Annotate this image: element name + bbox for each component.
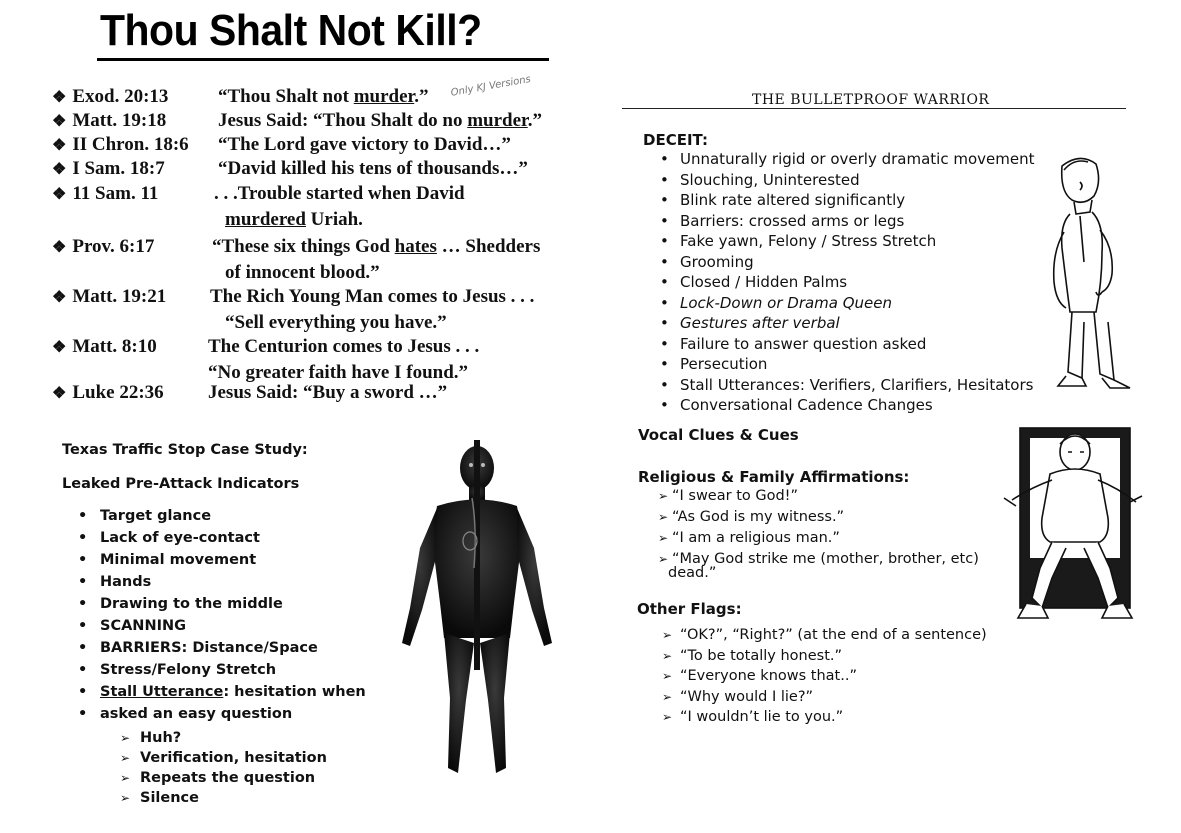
- slouching-man-illustration: [1040, 152, 1145, 392]
- bullet-icon: •: [78, 640, 88, 656]
- text-run: “Thou Shalt not: [218, 86, 354, 107]
- text-run: .”: [527, 110, 542, 131]
- religious-continuation: dead.”: [668, 565, 717, 581]
- bullet-icon: •: [78, 552, 88, 568]
- text-run: Stall Utterance: [100, 684, 224, 700]
- deceit-item: [660, 313, 1034, 334]
- text-run: Drawing to the middle: [100, 596, 283, 612]
- seated-man-illustration: [1000, 418, 1145, 628]
- deceit-item: [660, 334, 1034, 355]
- diamond-bullet-icon: ❖: [52, 385, 67, 402]
- diamond-bullet-icon: ❖: [52, 89, 67, 106]
- verse-text: [212, 236, 540, 258]
- flag-item: [662, 687, 987, 708]
- verse-ref: [52, 286, 166, 309]
- deceit-item: [660, 211, 1034, 232]
- text-run: “No greater faith have I found.”: [208, 362, 469, 383]
- affirmation-item-text: “May God strike me (mother, brother, etc): [672, 551, 979, 567]
- verse-text-line2: [225, 312, 447, 334]
- deceit-item-text: Grooming: [680, 252, 754, 271]
- verse-ref-text: Prov. 6:17: [72, 236, 155, 257]
- text-run: murdered: [225, 209, 306, 230]
- flag-item-text: “To be totally honest.”: [680, 647, 843, 664]
- deceit-item-text: Blink rate altered significantly: [680, 191, 906, 209]
- verse-text: [214, 183, 465, 205]
- bullet-icon: •: [660, 334, 669, 353]
- text-run: … Shedders: [436, 236, 541, 257]
- bullet-icon: •: [660, 293, 669, 312]
- flag-item-text: “Everyone knows that..”: [680, 668, 857, 684]
- deceit-item-text: Closed / Hidden Palms: [680, 273, 848, 291]
- flag-item-text: “Why would I lie?”: [680, 688, 814, 705]
- section-title: THE BULLETPROOF WARRIOR: [752, 92, 990, 108]
- deceit-list: [660, 149, 1034, 416]
- verse-text-line2: [208, 362, 468, 384]
- text-run: SCANNING: [100, 618, 187, 634]
- bullet-icon: •: [660, 314, 669, 332]
- bullet-icon: •: [78, 662, 88, 678]
- deceit-item-text: Persecution: [680, 355, 768, 373]
- text-run: Stress/Felony Stretch: [100, 662, 277, 678]
- flag-item: [662, 707, 987, 728]
- text-run: Target glance: [100, 508, 212, 524]
- bullet-icon: •: [78, 596, 88, 612]
- deceit-item-text: Unnaturally rigid or overly dramatic movement: [680, 150, 1035, 168]
- verse-text: [208, 382, 447, 404]
- bullet-icon: •: [660, 396, 669, 414]
- stall-sub-list: [120, 728, 327, 808]
- deceit-item-text: Barriers: crossed arms or legs: [680, 211, 905, 230]
- arrow-bullet-icon: ➢: [120, 731, 131, 745]
- deceit-item-text: Lock-Down or Drama Queen: [680, 293, 893, 312]
- deceit-item: [660, 354, 1034, 375]
- deceit-item-text: Failure to answer question asked: [680, 334, 927, 353]
- arrow-bullet-icon: ➢: [658, 552, 669, 566]
- verse-ref-text: Exod. 20:13: [72, 86, 169, 107]
- text-run: Jesus Said: “Buy a sword …”: [208, 382, 448, 403]
- page-title: Thou Shalt Not Kill?: [100, 6, 482, 55]
- sub-item: [120, 788, 327, 808]
- text-run: asked an easy question: [100, 706, 293, 722]
- bullet-icon: •: [660, 150, 669, 168]
- affirmation-item-text: “I am a religious man.”: [672, 530, 840, 546]
- arrow-bullet-icon: ➢: [662, 689, 673, 704]
- affirmation-item-text: “As God is my witness.”: [672, 509, 845, 525]
- title-underline: [97, 58, 549, 61]
- verse-ref: [52, 86, 168, 109]
- verse-ref-text: Matt. 8:10: [72, 336, 157, 357]
- bullet-icon: •: [78, 706, 88, 722]
- other-flags-heading: Other Flags:: [637, 600, 742, 618]
- deceit-item: [660, 170, 1034, 191]
- text-run: Hands: [100, 574, 152, 590]
- bullet-icon: •: [660, 252, 669, 271]
- arrow-bullet-icon: ➢: [662, 628, 673, 642]
- diamond-bullet-icon: ❖: [52, 289, 67, 306]
- section-rule: [622, 108, 1126, 109]
- deceit-item-text: Conversational Cadence Changes: [680, 396, 933, 414]
- text-run: .”: [414, 86, 429, 107]
- indicator-item: [78, 637, 366, 659]
- verse-ref-text: 11 Sam. 11: [72, 183, 159, 204]
- verse-ref: [52, 183, 158, 206]
- sub-item-text: Repeats the question: [140, 770, 316, 786]
- sub-item: [120, 748, 327, 768]
- sub-item-text: Silence: [140, 790, 199, 806]
- deceit-heading: DECEIT:: [643, 131, 708, 149]
- arrow-bullet-icon: ➢: [658, 489, 669, 503]
- bullet-icon: •: [660, 273, 669, 291]
- indicators-heading: Leaked Pre-Attack Indicators: [62, 476, 300, 492]
- bullet-icon: •: [660, 355, 669, 373]
- verse-text: [218, 110, 542, 132]
- bullet-icon: •: [78, 618, 88, 634]
- bullet-icon: •: [660, 191, 669, 209]
- verse-text: [208, 336, 479, 358]
- diamond-bullet-icon: ❖: [52, 161, 67, 178]
- indicator-item: [78, 659, 366, 681]
- bullet-icon: •: [78, 508, 88, 524]
- arrow-bullet-icon: ➢: [658, 531, 669, 545]
- text-run: “These six things God: [212, 236, 395, 257]
- verse-ref-text: I Sam. 18:7: [72, 158, 165, 179]
- vocal-heading: Vocal Clues & Cues: [638, 426, 799, 444]
- arrow-bullet-icon: ➢: [662, 710, 673, 724]
- indicator-item: [78, 593, 366, 615]
- affirmation-item: [658, 507, 979, 528]
- text-run: “The Lord gave victory to David…”: [218, 134, 511, 155]
- text-run: of innocent blood.”: [225, 262, 380, 283]
- flag-item: [662, 625, 987, 646]
- text-run: : hesitation when: [223, 684, 366, 700]
- religious-heading: Religious & Family Affirmations:: [638, 468, 910, 486]
- bullet-icon: •: [78, 574, 88, 590]
- indicator-item: [78, 615, 366, 637]
- text-run: hates: [394, 236, 437, 257]
- diamond-bullet-icon: ❖: [52, 137, 67, 154]
- deceit-item: [660, 395, 1034, 416]
- verse-ref-text: II Chron. 18:6: [72, 134, 189, 155]
- verse-text: [218, 134, 511, 156]
- indicator-item: [78, 527, 366, 549]
- arrow-bullet-icon: ➢: [120, 791, 131, 805]
- deceit-item: [660, 293, 1034, 314]
- verse-ref: [52, 110, 166, 133]
- bullet-icon: •: [660, 170, 669, 189]
- human-body-figure: [392, 438, 562, 788]
- verse-text: [218, 158, 528, 180]
- verse-ref-text: Luke 22:36: [72, 382, 164, 403]
- verse-ref: [52, 134, 189, 157]
- arrow-bullet-icon: ➢: [662, 669, 673, 683]
- affirmation-item: [658, 528, 979, 549]
- affirmation-item: [658, 486, 979, 507]
- verse-ref-text: Matt. 19:21: [72, 286, 167, 307]
- verse-ref: [52, 158, 165, 181]
- affirmation-item-text: “I swear to God!”: [672, 488, 798, 504]
- indicator-item: [78, 549, 366, 571]
- verse-ref-text: Matt. 19:18: [72, 110, 167, 131]
- deceit-item-text: Stall Utterances: Verifiers, Clarifiers, Hesitators: [680, 375, 1034, 394]
- text-run: murder: [467, 110, 528, 131]
- verse-text: [210, 286, 534, 308]
- verse-text-line2: [225, 262, 380, 284]
- text-run: The Rich Young Man comes to Jesus . . .: [210, 286, 535, 307]
- text-run: Lack of eye-contact: [100, 530, 260, 546]
- deceit-item: [660, 231, 1034, 252]
- deceit-item: [660, 190, 1034, 211]
- flag-item: [662, 666, 987, 687]
- diamond-bullet-icon: ❖: [52, 339, 67, 356]
- arrow-bullet-icon: ➢: [658, 510, 669, 524]
- sub-item-text: Huh?: [140, 730, 182, 746]
- sub-item: [120, 728, 327, 748]
- verse-ref: [52, 236, 154, 259]
- deceit-item-text: Gestures after verbal: [680, 314, 840, 332]
- deceit-item: [660, 375, 1034, 396]
- handwritten-note: Only KJ Versions: [450, 73, 532, 99]
- text-run: . . .Trouble started when David: [214, 183, 465, 204]
- verse-text: [218, 86, 428, 108]
- diamond-bullet-icon: ❖: [52, 239, 67, 256]
- other-flags-list: [662, 625, 987, 728]
- text-run: The Centurion comes to Jesus . . .: [208, 336, 480, 357]
- case-study-heading: Texas Traffic Stop Case Study:: [62, 442, 308, 458]
- indicator-list: [78, 505, 366, 725]
- deceit-item: [660, 252, 1034, 273]
- sub-item-text: Verification, hesitation: [140, 750, 327, 766]
- text-run: Jesus Said: “Thou Shalt do no: [218, 110, 468, 131]
- diamond-bullet-icon: ❖: [52, 113, 67, 130]
- text-run: “Sell everything you have.”: [225, 312, 447, 333]
- deceit-item: [660, 272, 1034, 293]
- deceit-item-text: Slouching, Uninterested: [680, 170, 860, 189]
- indicator-item: [78, 571, 366, 593]
- text-run: Minimal movement: [100, 552, 257, 568]
- text-run: “David killed his tens of thousands…”: [218, 158, 528, 179]
- bullet-icon: •: [660, 211, 669, 230]
- text-run: BARRIERS: Distance/Space: [100, 640, 318, 656]
- flag-item-text: “OK?”, “Right?” (at the end of a sentence): [680, 627, 987, 643]
- deceit-item: [660, 149, 1034, 170]
- diamond-bullet-icon: ❖: [52, 186, 67, 203]
- bullet-icon: •: [660, 232, 669, 250]
- deceit-item-text: Fake yawn, Felony / Stress Stretch: [680, 232, 937, 250]
- arrow-bullet-icon: ➢: [120, 771, 131, 785]
- arrow-bullet-icon: ➢: [120, 751, 131, 765]
- bullet-icon: •: [660, 375, 669, 394]
- indicator-item: [78, 681, 366, 703]
- bullet-icon: •: [78, 530, 88, 546]
- flag-item-text: “I wouldn’t lie to you.”: [680, 709, 844, 725]
- verse-ref: [52, 382, 164, 405]
- verse-text-line2: [225, 209, 363, 231]
- text-run: murder: [353, 86, 415, 107]
- verse-ref: [52, 336, 157, 359]
- indicator-item: [78, 703, 366, 725]
- indicator-item: [78, 505, 366, 527]
- bullet-icon: •: [78, 684, 88, 700]
- text-run: Uriah.: [305, 209, 363, 230]
- religious-list: [658, 486, 979, 570]
- sub-item: [120, 768, 327, 788]
- flag-item: [662, 646, 987, 667]
- arrow-bullet-icon: ➢: [662, 648, 673, 663]
